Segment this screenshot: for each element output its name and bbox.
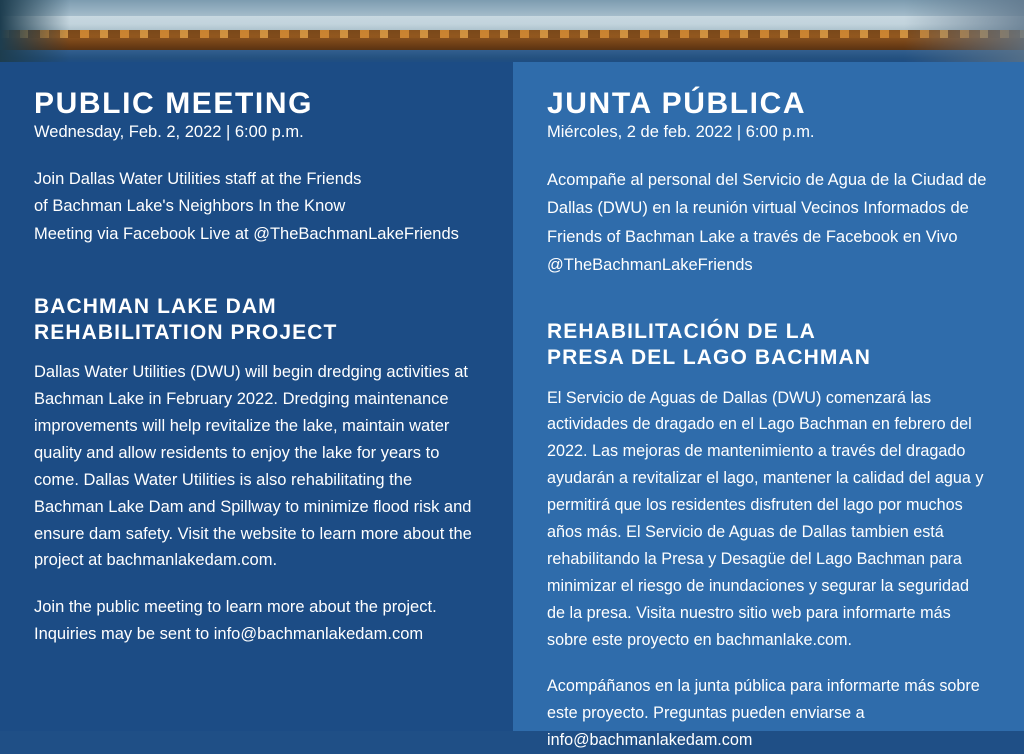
spanish-intro: Acompañe al personal del Servicio de Agua de la Ciudad de Dallas (DWU) en la reunión virtual Vecinos Informados de Friends of Bachman Lake a través de Facebook en Vivo @TheBachmanLakeFriends [547, 170, 987, 274]
spanish-column [513, 62, 1024, 750]
spanish-headline: JUNTA PÚBLICA [547, 87, 807, 120]
english-column [0, 62, 513, 731]
spanish-paragraph-2: Acompáñanos en la junta pública para informarte más sobre este proyecto. Preguntas pueden enviarse a info@bachmanlakedam.com [547, 677, 980, 750]
english-paragraph-1: Dallas Water Utilities (DWU) will begin dredging activities at Bachman Lake in February 2022. Dredging maintenance improvements will help revitalize the lake, maintain water quality and allow residents to enjoy the lake for years to come. Dallas Water Utilities is also rehabilitating the Bachman Lake Dam and Spillway to minimize flood risk and ensure dam safety. Visit the website to learn more about the project at bachmanlakedam.com. [34, 363, 472, 570]
spanish-dateline: Miércoles, 2 de feb. 2022 | 6:00 p.m. [547, 123, 815, 142]
photo-lower-water [0, 50, 1024, 62]
photo-shoreline-grass [0, 30, 1024, 38]
english-paragraph-2: Join the public meeting to learn more about the project. Inquiries may be sent to info@bachmanlakedam.com [34, 598, 437, 644]
header-photo-banner [0, 0, 1024, 62]
photo-right-highlight [904, 0, 1024, 62]
spanish-paragraph-1: El Servicio de Aguas de Dallas (DWU) comenzará las actividades de dragado en el Lago Bachman en febrero del 2022. Las mejoras de mantenimiento a través del dragado ayudarán a revitalizar el lago, mantener la calidad del agua y permitirá que los residentes disfruten del lago por muchos años más. El Servicio de Aguas de Dallas tambien está rehabilitando la Presa y Desagüe del Lago Bachman para minimizar el riesgo de inundaciones y segurar la seguridad de la presa. Visita nuestro sitio web para informarte más sobre este proyecto en bachmanlake.com. [547, 388, 984, 649]
english-dateline: Wednesday, Feb. 2, 2022 | 6:00 p.m. [34, 123, 304, 142]
english-subhead: BACHMAN LAKE DAM REHABILITATION PROJECT [34, 294, 338, 344]
english-headline: PUBLIC MEETING [34, 87, 314, 120]
photo-left-shadow [0, 0, 70, 62]
english-intro: Join Dallas Water Utilities staff at the Friends of Bachman Lake's Neighbors In the Know Meeting via Facebook Live at @TheBachmanLakeFriends [34, 169, 459, 243]
spanish-subhead: REHABILITACIÓN DE LA PRESA DEL LAGO BACHMAN [547, 320, 872, 369]
content-columns [0, 62, 1024, 750]
